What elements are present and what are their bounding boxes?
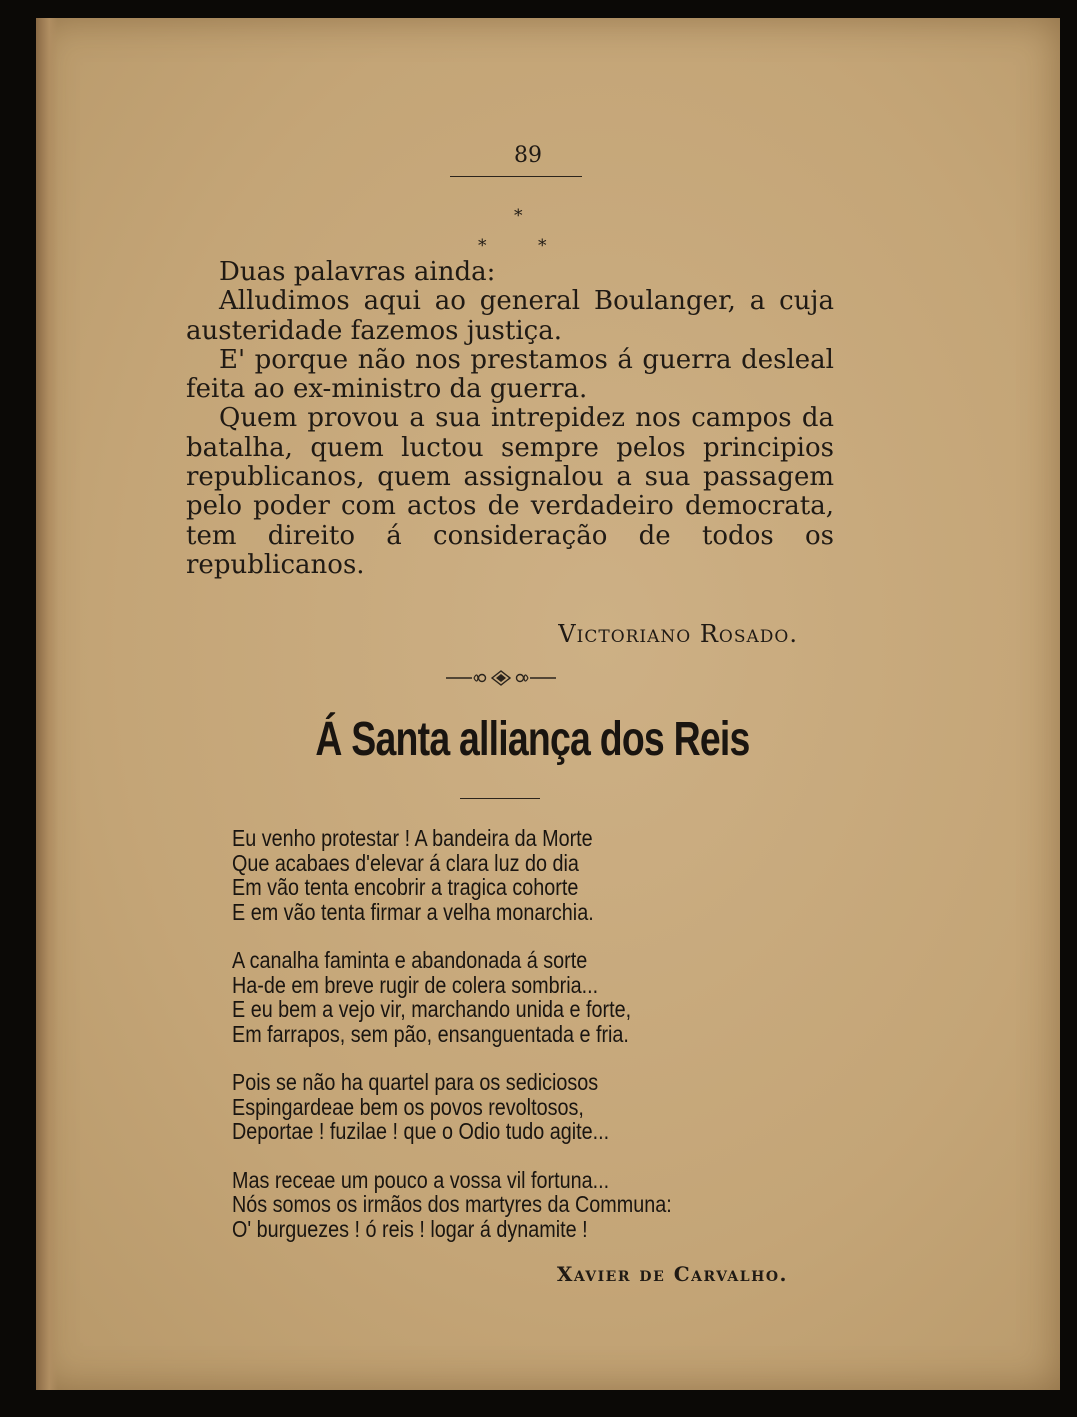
poem-stanza <box>232 1168 792 1242</box>
prose-paragraph: Alludimos aqui ao general Boulanger, a cuja austeridade fazemos justiça. <box>186 286 834 346</box>
poem-stanza <box>232 826 792 924</box>
title-rule <box>460 798 540 799</box>
poem-line: Espingardeae bem os povos revoltosos, <box>232 1093 584 1120</box>
asterism-star-left: * <box>478 236 487 256</box>
poem-line: O' burguezes ! ó reis ! logar á dynamite ! <box>232 1215 588 1242</box>
poem-line: E em vão tenta firmar a velha monarchia. <box>232 898 594 925</box>
poem-line: Deportae ! fuzilae ! que o Odio tudo agite... <box>232 1118 610 1144</box>
poem-line: Em vão tenta encobrir a tragica cohorte <box>232 874 579 900</box>
prose-author-signature: Victoriano Rosado. <box>558 620 798 648</box>
flourish-ornament <box>446 668 556 688</box>
poem-author-signature: Xavier de Carvalho. <box>556 1262 788 1286</box>
asterism-star-right: * <box>538 236 547 256</box>
prose-paragraph: E' porque não nos prestamos á guerra desleal feita ao ex-ministro da guerra. <box>186 344 834 405</box>
prose-paragraph: Duas palavras ainda: <box>219 257 496 287</box>
page-number: 89 <box>514 143 542 168</box>
poem-stanza <box>232 948 792 1046</box>
prose-section <box>186 258 834 580</box>
poem-line: Ha-de em breve rugir de colera sombria... <box>232 971 599 998</box>
book-page <box>36 18 1060 1390</box>
header-rule <box>450 176 582 177</box>
poem-line: Em farrapos, sem pão, ensanguentada e fria. <box>232 1020 629 1047</box>
poem-stanza <box>232 1070 792 1144</box>
prose-paragraph: Quem provou a sua intrepidez nos campos da batalha, quem luctou sempre pelos principios republicanos, quem assignalou a sua passagem pelo poder com actos de verdadeiro democrata, tem direito á consideração de todos os republicanos. <box>186 403 834 580</box>
asterism-star-top: * <box>514 206 523 226</box>
poem-line: Eu venho protestar ! A bandeira da Morte <box>232 825 593 851</box>
poem-line: Pois se não ha quartel para os sediciosos <box>232 1069 599 1095</box>
poem-line: Nós somos os irmãos dos martyres da Communa: <box>232 1191 672 1217</box>
poem-line: Que acabaes d'elevar á clara luz do dia <box>232 849 579 876</box>
poem-line: E eu bem a vejo vir, marchando unida e forte, <box>232 996 632 1022</box>
poem-body <box>232 826 792 1265</box>
poem-title: Á Santa alliança dos Reis <box>315 713 750 766</box>
poem-line: A canalha faminta e abandonada á sorte <box>232 947 588 973</box>
page-spine-shadow <box>36 18 58 1390</box>
poem-line: Mas receae um pouco a vossa vil fortuna... <box>232 1166 610 1193</box>
